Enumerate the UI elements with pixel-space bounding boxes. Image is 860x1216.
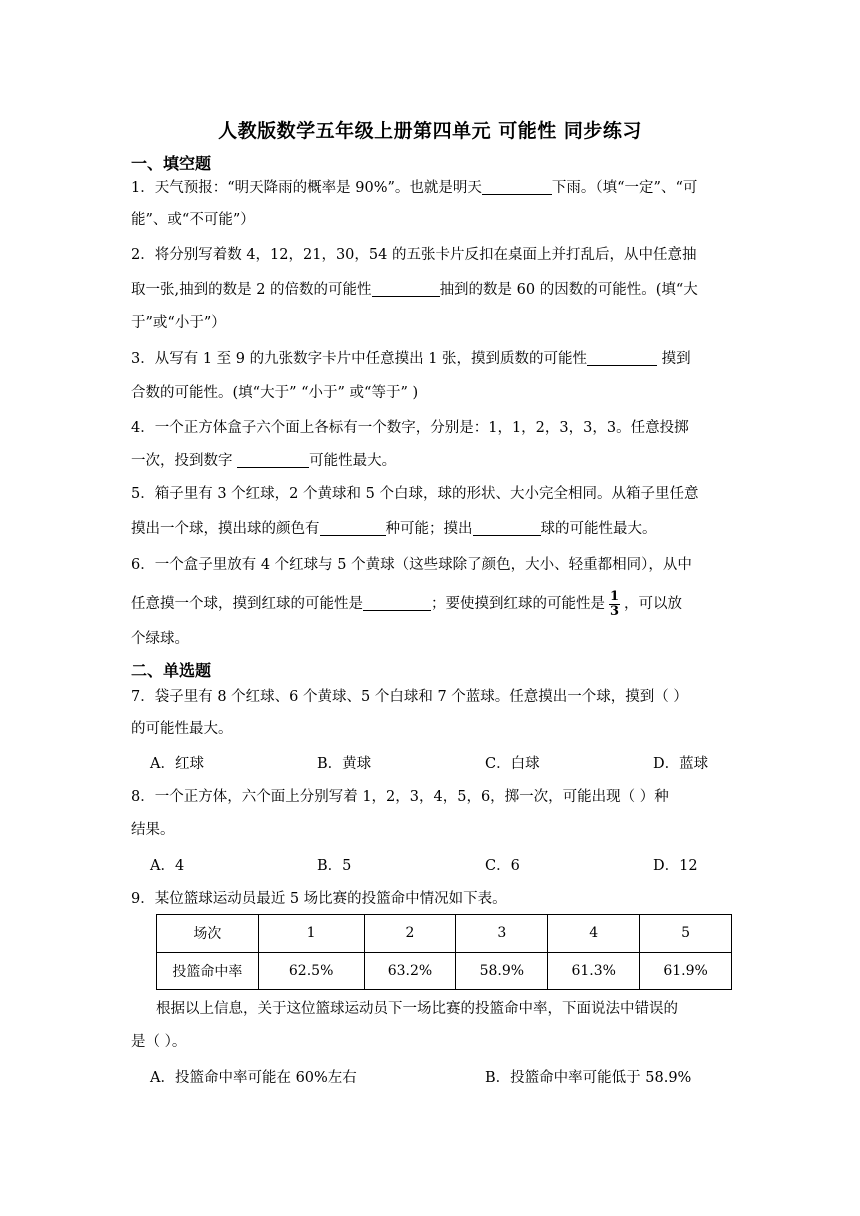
table-cell: 61.3% bbox=[548, 952, 640, 990]
section-heading-fill-in: 一、填空题 bbox=[131, 154, 212, 173]
option-a[interactable]: A．红球 bbox=[150, 756, 204, 772]
question-1-line-1: 1．天气预报：“明天降雨的概率是 90%”。也就是明天 下雨。（填“一定”、“可 bbox=[131, 180, 698, 196]
table-cell: 63.2% bbox=[364, 952, 456, 990]
question-9-line-1: 9．某位篮球运动员最近 5 场比赛的投篮命中情况如下表。 bbox=[131, 891, 507, 907]
question-9-line-2: 根据以上信息，关于这位篮球运动员下一场比赛的投篮命中率，下面说法中错误的 bbox=[156, 1001, 678, 1017]
question-7-line-2: 的可能性最大。 bbox=[131, 721, 233, 737]
option-b[interactable]: B．黄球 bbox=[317, 756, 372, 772]
question-6-line-1: 6．一个盒子里放有 4 个红球与 5 个黄球（这些球除了颜色，大小、轻重都相同），从中 bbox=[131, 557, 692, 573]
section-heading-single-choice: 二、单选题 bbox=[131, 661, 212, 680]
table-header-cell: 5 bbox=[640, 915, 732, 953]
option-c[interactable]: C．6 bbox=[485, 858, 520, 874]
question-5-line-1: 5．箱子里有 3 个红球，2 个黄球和 5 个白球，球的形状、大小完全相同。从箱子里任意 bbox=[131, 486, 699, 502]
fraction-one-third: $\frac{1}{3}$ bbox=[610, 589, 620, 619]
question-6-line-2: 任意摸一个球，摸到红球的可能性是 ；要使摸到红球的可能性是 $\frac{1}{3}$ ，可以放 bbox=[131, 589, 683, 619]
table-header-cell: 2 bbox=[364, 915, 456, 953]
question-2-line-3: 于”或“小于”） bbox=[131, 315, 226, 331]
question-7-line-1: 7．袋子里有 8 个红球、6 个黄球、5 个白球和 7 个蓝球。任意摸出一个球，摸到（ ） bbox=[131, 689, 688, 705]
answer-blank[interactable] bbox=[587, 349, 657, 366]
answer-blank[interactable] bbox=[482, 178, 552, 195]
table-header-cell: 3 bbox=[456, 915, 548, 953]
table-header-cell: 场次 bbox=[157, 915, 259, 953]
question-3-line-1: 3．从写有 1 至 9 的九张数字卡片中任意摸出 1 张，摸到质数的可能性 摸到 bbox=[131, 351, 691, 367]
question-1-line-2: 能”、或“不可能”） bbox=[131, 212, 255, 228]
table-cell: 61.9% bbox=[640, 952, 732, 990]
option-d[interactable]: D．蓝球 bbox=[653, 756, 709, 772]
option-a[interactable]: A．投篮命中率可能在 60%左右 bbox=[150, 1070, 357, 1086]
option-a[interactable]: A．4 bbox=[150, 858, 185, 874]
answer-blank[interactable] bbox=[237, 451, 309, 468]
table-row bbox=[157, 915, 732, 953]
question-4-line-2: 一次，投到数字 可能性最大。 bbox=[131, 453, 397, 469]
shooting-rate-table bbox=[156, 914, 732, 990]
question-5-line-2: 摸出一个球，摸出球的颜色有 种可能；摸出 球的可能性最大。 bbox=[131, 521, 657, 537]
answer-blank[interactable] bbox=[363, 594, 431, 611]
question-9-line-3: 是（ ）。 bbox=[131, 1034, 187, 1050]
page-title: 人教版数学五年级上册第四单元 可能性 同步练习 bbox=[218, 120, 642, 142]
question-2-line-2: 取一张,抽到的数是 2 的倍数的可能性 抽到的数是 60 的因数的可能性。(填“大 bbox=[131, 282, 698, 298]
table-header-cell: 4 bbox=[548, 915, 640, 953]
table-cell: 投篮命中率 bbox=[157, 952, 259, 990]
question-8-line-1: 8．一个正方体，六个面上分别写着 1，2，3，4，5，6，掷一次，可能出现（ ）种 bbox=[131, 789, 669, 805]
answer-blank[interactable] bbox=[372, 280, 440, 297]
answer-blank[interactable] bbox=[320, 519, 386, 536]
question-3-line-2: 合数的可能性。(填“大于” “小于” 或“等于” ) bbox=[131, 385, 419, 401]
table-cell: 62.5% bbox=[258, 952, 364, 990]
question-4-line-1: 4．一个正方体盒子六个面上各标有一个数字，分别是：1，1，2，3，3，3。任意投掷 bbox=[131, 420, 689, 436]
option-b[interactable]: B．5 bbox=[317, 858, 352, 874]
question-2-line-1: 2．将分别写着数 4，12，21，30，54 的五张卡片反扣在桌面上并打乱后，从中任意抽 bbox=[131, 247, 697, 263]
option-c[interactable]: C．白球 bbox=[485, 756, 540, 772]
question-6-line-3: 个绿球。 bbox=[131, 631, 189, 647]
table-row bbox=[157, 952, 732, 990]
table-header-cell: 1 bbox=[258, 915, 364, 953]
option-d[interactable]: D．12 bbox=[653, 858, 698, 874]
answer-blank[interactable] bbox=[473, 519, 541, 536]
table-cell: 58.9% bbox=[456, 952, 548, 990]
option-b[interactable]: B．投篮命中率可能低于 58.9% bbox=[485, 1070, 692, 1086]
question-8-line-2: 结果。 bbox=[131, 822, 175, 838]
